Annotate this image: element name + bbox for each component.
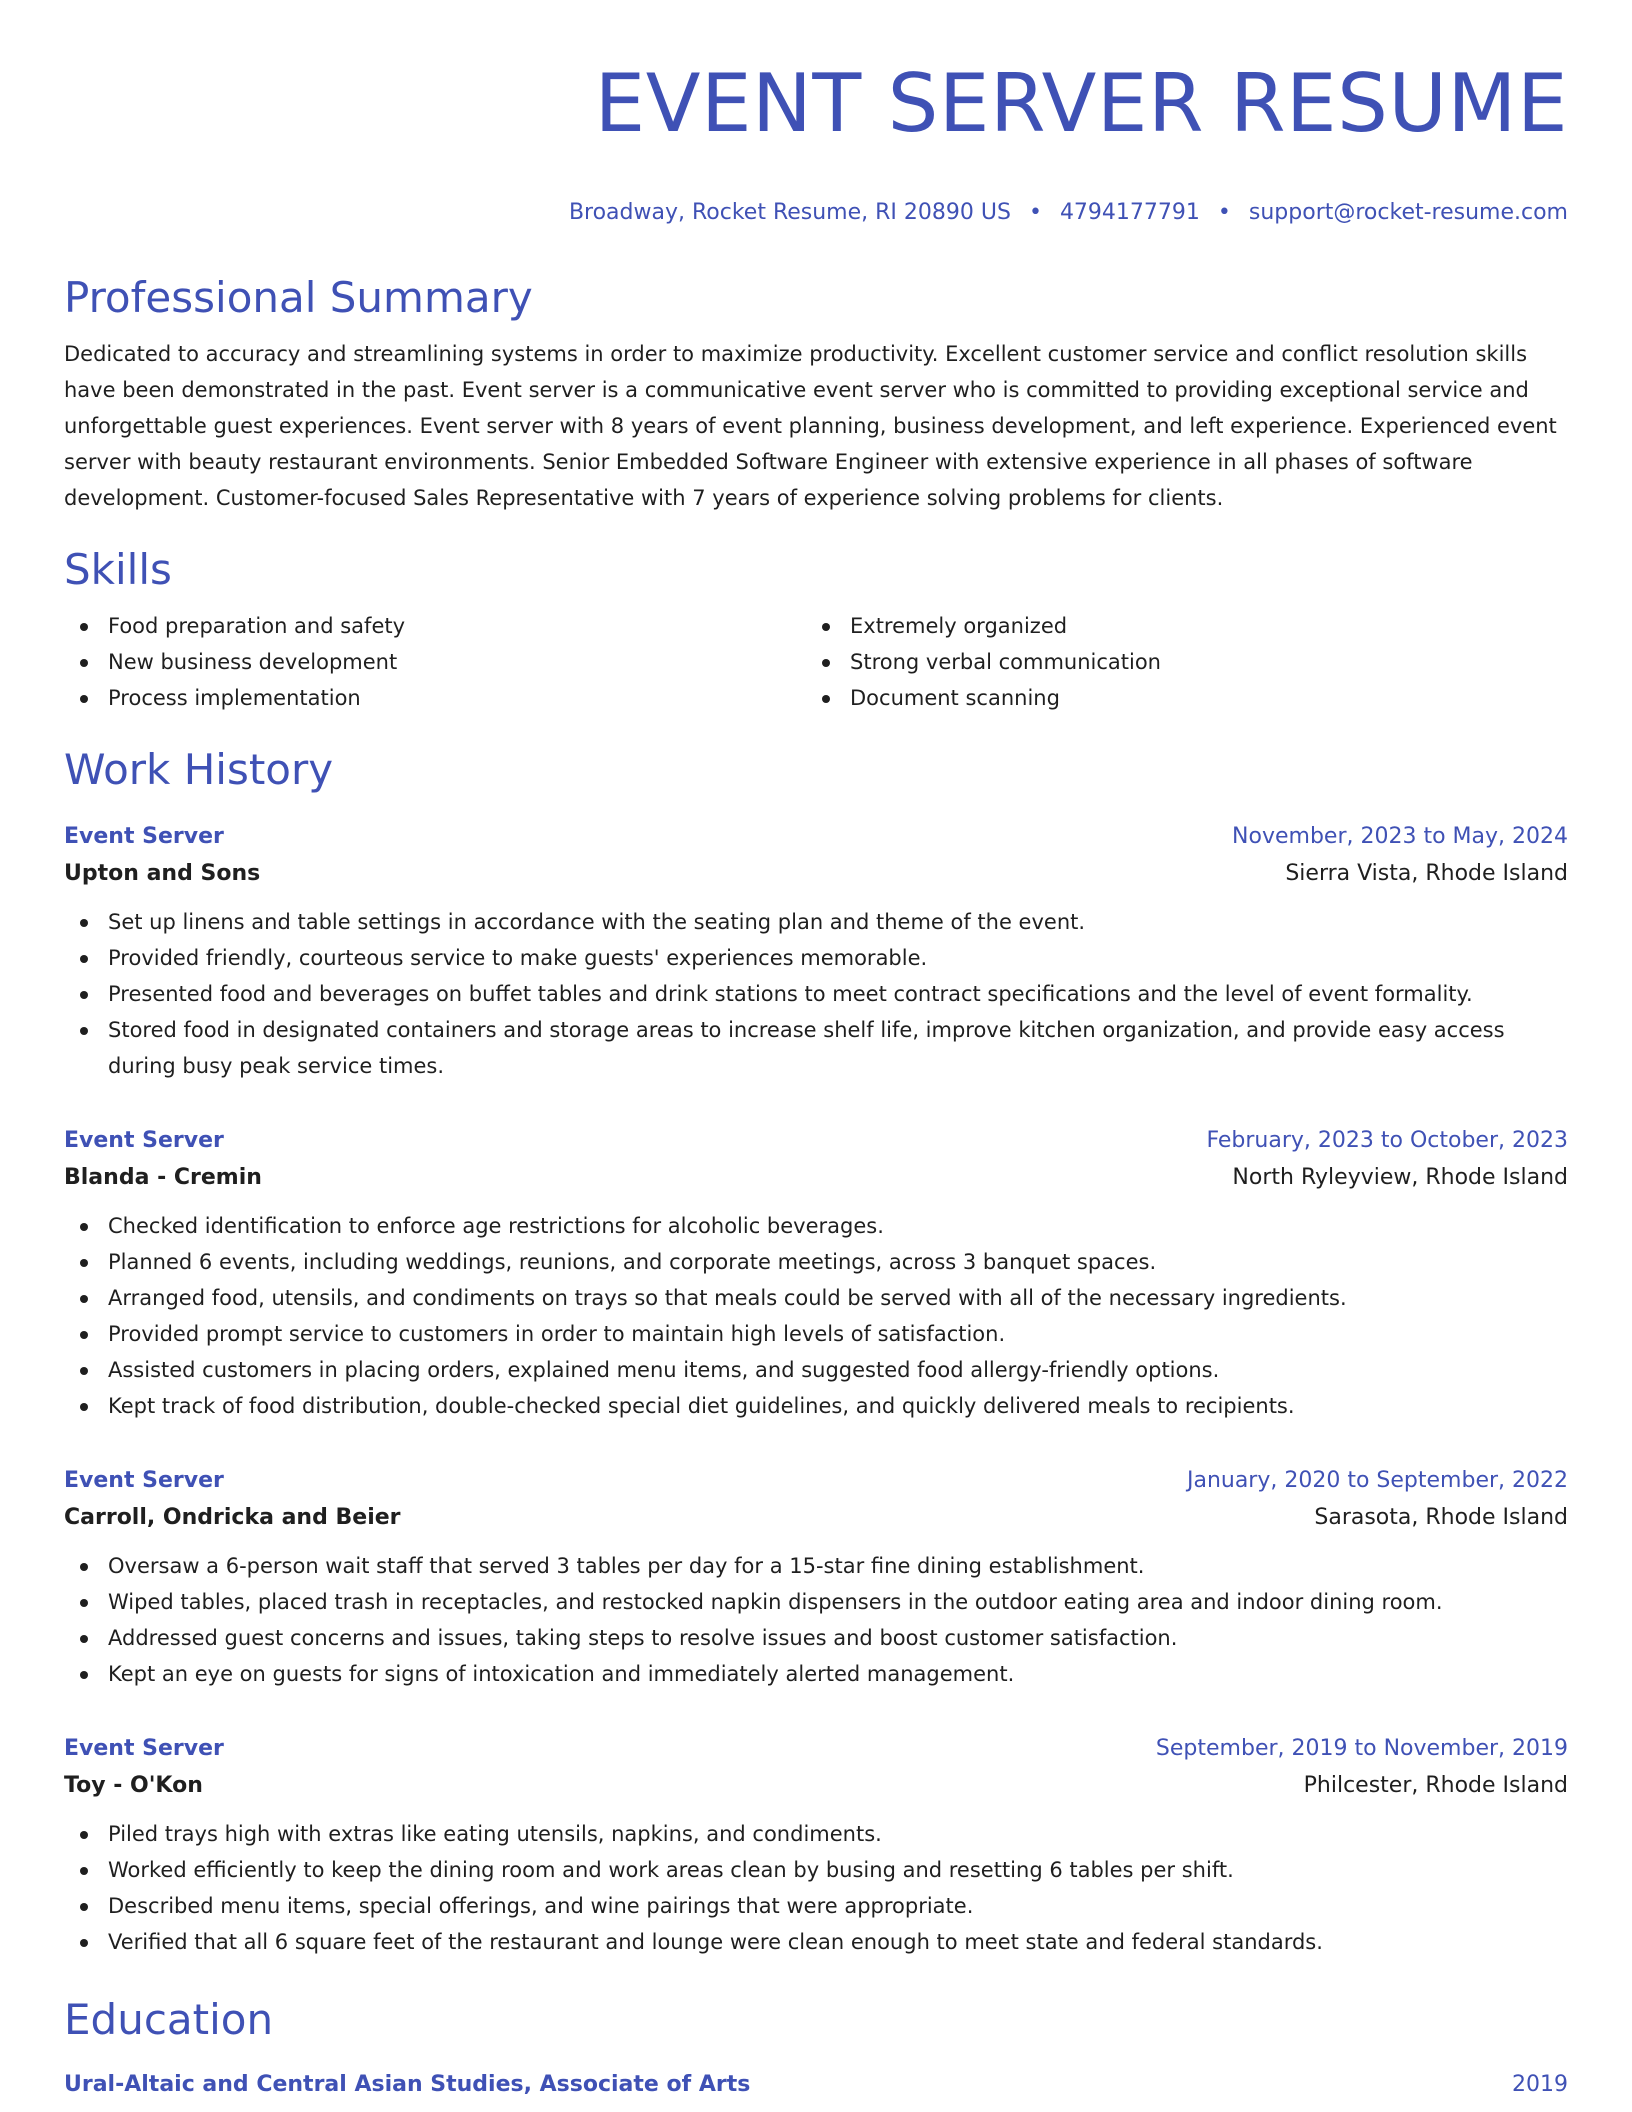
job-location: Sierra Vista, Rhode Island — [1285, 861, 1568, 886]
job-title: Event Server — [64, 1736, 224, 1761]
contact-separator: • — [1217, 200, 1231, 225]
skill-item: Document scanning — [806, 680, 1548, 716]
job-location: North Ryleyview, Rhode Island — [1232, 1165, 1568, 1190]
summary-heading: Professional Summary — [64, 273, 533, 322]
job-entry — [64, 1464, 1568, 1692]
job-location: Philcester, Rhode Island — [1303, 1773, 1568, 1798]
job-employer-row — [64, 1498, 1568, 1538]
skills-grid — [64, 608, 1568, 716]
job-bullets — [64, 1548, 1568, 1692]
job-dates: January, 2020 to September, 2022 — [1186, 1468, 1568, 1493]
job-bullet: Set up linens and table settings in accordance with the seating plan and theme of the event. — [64, 904, 1568, 940]
skill-item: Process implementation — [64, 680, 806, 716]
education-heading: Education — [64, 1995, 274, 2044]
job-bullet: Piled trays high with extras like eating utensils, napkins, and condiments. — [64, 1816, 1568, 1852]
job-company: Toy - O'Kon — [64, 1773, 203, 1798]
contact-line — [64, 198, 1568, 228]
work-history-heading: Work History — [64, 745, 334, 794]
contact-separator: • — [1028, 200, 1042, 225]
job-employer-row — [64, 854, 1568, 894]
job-bullet: Oversaw a 6-person wait staff that served 3 tables per day for a 15-star fine dining establishment. — [64, 1548, 1568, 1584]
resume-title: EVENT SERVER RESUME — [594, 57, 1568, 150]
skill-item: New business development — [64, 644, 806, 680]
job-company: Upton and Sons — [64, 861, 261, 886]
job-bullet: Planned 6 events, including weddings, reunions, and corporate meetings, across 3 banquet spaces. — [64, 1244, 1568, 1280]
job-bullets — [64, 904, 1568, 1084]
job-bullet: Assisted customers in placing orders, explained menu items, and suggested food allergy-friendly options. — [64, 1352, 1568, 1388]
contact-email: support@rocket-resume.com — [1248, 200, 1568, 225]
job-bullet: Provided friendly, courteous service to make guests' experiences memorable. — [64, 940, 1568, 976]
job-bullet: Described menu items, special offerings, and wine pairings that were appropriate. — [64, 1888, 1568, 1924]
job-dates: November, 2023 to May, 2024 — [1232, 824, 1568, 849]
skill-item: Extremely organized — [806, 608, 1548, 644]
skills-column-left — [64, 608, 806, 716]
skill-item: Food preparation and safety — [64, 608, 806, 644]
job-company: Blanda - Cremin — [64, 1165, 262, 1190]
job-bullet: Worked efficiently to keep the dining room and work areas clean by busing and resetting 6 tables per shift. — [64, 1852, 1568, 1888]
job-header-row — [64, 820, 1568, 854]
job-bullet: Stored food in designated containers and storage areas to increase shelf life, improve kitchen organization, and provide easy access during busy peak service times. — [64, 1012, 1568, 1084]
job-entry — [64, 1732, 1568, 1960]
job-entry — [64, 820, 1568, 1084]
job-dates: September, 2019 to November, 2019 — [1155, 1736, 1568, 1761]
skill-item: Strong verbal communication — [806, 644, 1548, 680]
job-bullet: Wiped tables, placed trash in receptacles, and restocked napkin dispensers in the outdoor eating area and indoor dining room. — [64, 1584, 1568, 1620]
job-bullet: Checked identification to enforce age restrictions for alcoholic beverages. — [64, 1208, 1568, 1244]
contact-phone: 4794177791 — [1059, 200, 1200, 225]
education-row — [64, 2068, 1568, 2102]
job-bullet: Kept track of food distribution, double-checked special diet guidelines, and quickly delivered meals to recipients. — [64, 1388, 1568, 1424]
job-title: Event Server — [64, 1468, 224, 1493]
job-dates: February, 2023 to October, 2023 — [1206, 1128, 1568, 1153]
job-title: Event Server — [64, 1128, 224, 1153]
job-entry — [64, 1124, 1568, 1424]
skills-heading: Skills — [64, 545, 172, 594]
summary-text: Dedicated to accuracy and streamlining systems in order to maximize productivity. Excellent customer service and conflict resolution skills have been demonstrated in the past. Event server is a communicative event server who is committed to providing exceptional service and unforgettable guest experiences. Event server with 8 years of event planning, business development, and left experience. Experienced event server with beauty restaurant environments. Senior Embedded Software Engineer with extensive experience in all phases of software development. Customer-focused Sales Representative with 7 years of experience solving problems for clients. — [64, 342, 1557, 510]
job-employer-row — [64, 1766, 1568, 1806]
job-bullet: Arranged food, utensils, and condiments on trays so that meals could be served with all of the necessary ingredients. — [64, 1280, 1568, 1316]
job-bullets — [64, 1816, 1568, 1960]
job-bullet: Verified that all 6 square feet of the restaurant and lounge were clean enough to meet state and federal standards. — [64, 1924, 1568, 1960]
job-location: Sarasota, Rhode Island — [1314, 1505, 1568, 1530]
job-bullet: Presented food and beverages on buffet tables and drink stations to meet contract specifications and the level of event formality. — [64, 976, 1568, 1012]
job-header-row — [64, 1464, 1568, 1498]
job-bullet: Kept an eye on guests for signs of intoxication and immediately alerted management. — [64, 1656, 1568, 1692]
job-title: Event Server — [64, 824, 224, 849]
job-bullet: Provided prompt service to customers in order to maintain high levels of satisfaction. — [64, 1316, 1568, 1352]
education-degree: Ural-Altaic and Central Asian Studies, Associate of Arts — [64, 2072, 751, 2097]
education-year: 2019 — [1512, 2072, 1568, 2097]
job-header-row — [64, 1732, 1568, 1766]
job-company: Carroll, Ondricka and Beier — [64, 1505, 401, 1530]
job-bullets — [64, 1208, 1568, 1424]
skills-column-right — [806, 608, 1548, 716]
job-bullet: Addressed guest concerns and issues, taking steps to resolve issues and boost customer satisfaction. — [64, 1620, 1568, 1656]
job-header-row — [64, 1124, 1568, 1158]
contact-address: Broadway, Rocket Resume, RI 20890 US — [568, 200, 1011, 225]
job-employer-row — [64, 1158, 1568, 1198]
